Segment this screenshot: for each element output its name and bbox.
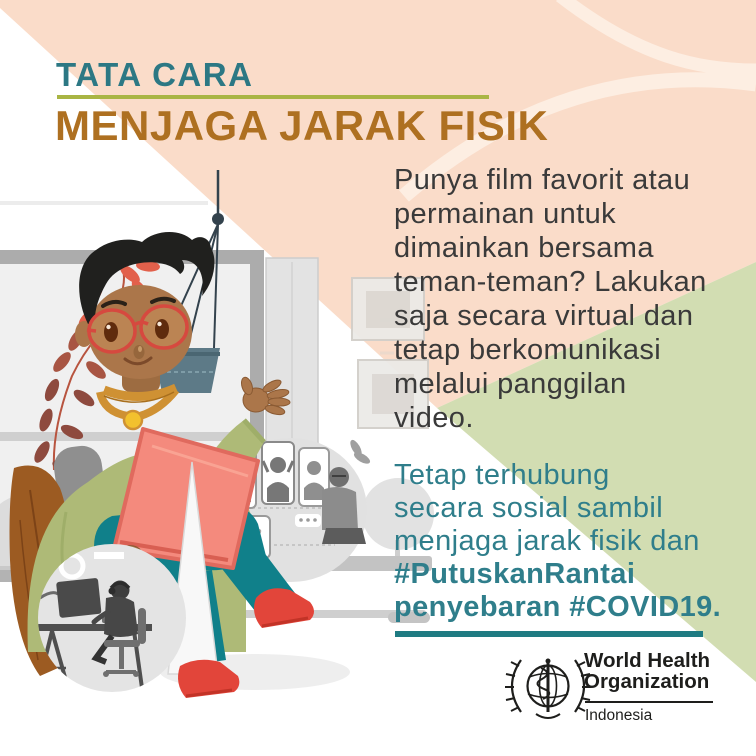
- hashtag-line: penyebaran #COVID19.: [394, 591, 722, 623]
- who-country: Indonesia: [585, 707, 653, 724]
- callout-line: Tetap terhubung: [394, 459, 610, 491]
- callout-line: secara sosial sambil: [394, 492, 664, 524]
- kicker: TATA CARA: [56, 56, 254, 93]
- who-org-line2: Organization: [584, 670, 710, 693]
- phone-frame-2: [262, 442, 294, 504]
- callout-line: menjaga jarak fisik dan: [394, 525, 700, 557]
- body-line: permainan untuk: [394, 198, 617, 230]
- pendant: [124, 411, 142, 429]
- who-org-line1: World Health: [584, 649, 711, 672]
- hashtag-line: #PutuskanRantai: [394, 558, 636, 590]
- who-rule: [585, 701, 713, 703]
- monitor: [56, 578, 102, 618]
- body-line: video.: [394, 402, 474, 434]
- callout-paragraph: [394, 459, 721, 624]
- body-line: Punya film favorit atau: [394, 164, 691, 196]
- body-line: teman-teman? Lakukan: [394, 266, 707, 298]
- who-org-name: [584, 650, 710, 692]
- kicker-underline: [57, 95, 489, 99]
- eye-right: [155, 319, 169, 339]
- body-line: dimainkan bersama: [394, 232, 654, 264]
- eye-left: [104, 322, 118, 342]
- body-line: melalui panggilan: [394, 368, 627, 400]
- body-paragraph: [394, 163, 707, 435]
- body-line: tetap berkomunikasi: [394, 334, 662, 366]
- page-title: MENJAGA JARAK FISIK: [55, 102, 549, 149]
- body-line: saja secara virtual dan: [394, 300, 694, 332]
- divider-rule: [395, 631, 703, 637]
